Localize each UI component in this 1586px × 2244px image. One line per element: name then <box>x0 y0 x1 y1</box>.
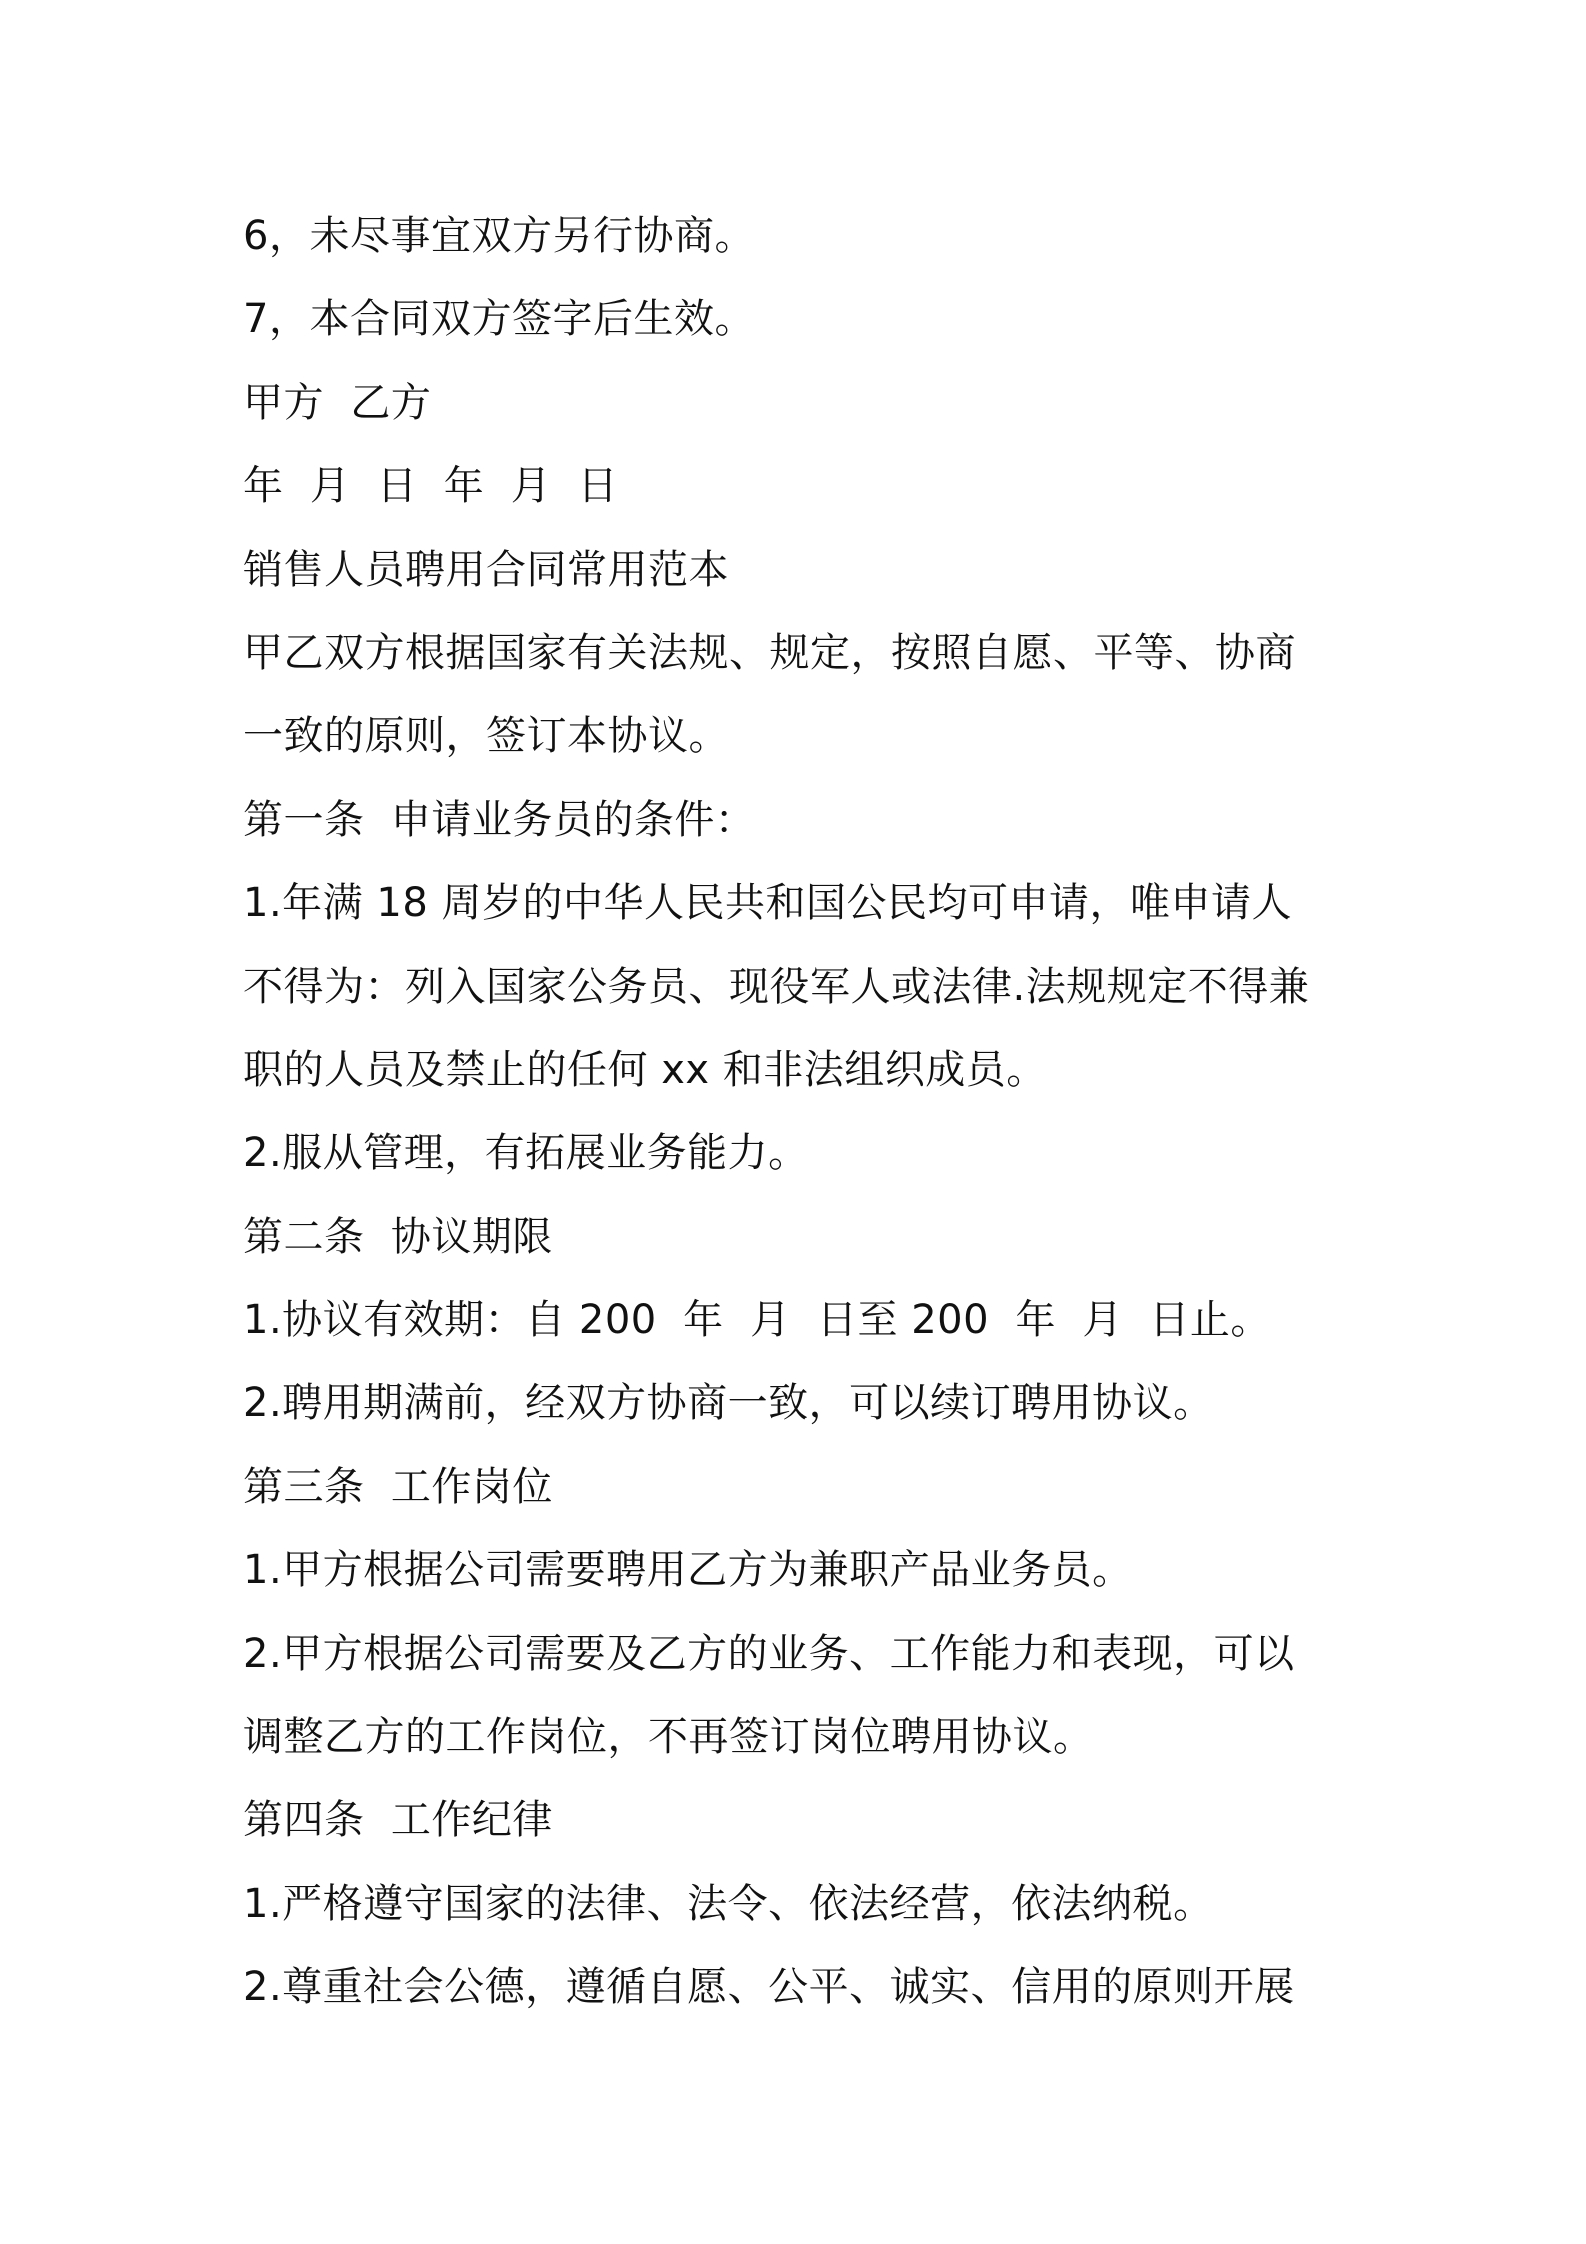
text-line: 2.尊重社会公德，遵循自愿、公平、诚实、信用的原则开展 <box>243 1964 1295 2011</box>
text-line: 调整乙方的工作岗位，不再签订岗位聘用协议。 <box>243 1714 1094 1761</box>
text-line: 6，未尽事宜双方另行协商。 <box>243 213 755 259</box>
text-line: 职的人员及禁止的任何 xx 和非法组织成员。 <box>243 1046 1047 1093</box>
text-line: 2.服从管理，有拓展业务能力。 <box>243 1130 809 1177</box>
text-line: 1.年满 18 周岁的中华人民共和国公民均可申请，唯申请人 <box>243 880 1292 927</box>
text-line: 1.甲方根据公司需要聘用乙方为兼职产品业务员。 <box>243 1547 1133 1594</box>
text-line: 7，本合同双方签字后生效。 <box>243 296 755 343</box>
text-line: 甲方 乙方 <box>243 379 432 426</box>
text-line: 销售人员聘用合同常用范本 <box>243 546 729 593</box>
text-line: 2.聘用期满前，经双方协商一致，可以续订聘用协议。 <box>243 1380 1214 1427</box>
text-line: 第三条 工作岗位 <box>243 1463 553 1510</box>
text-line: 第一条 申请业务员的条件： <box>243 796 756 843</box>
text-line: 甲乙双方根据国家有关法规、规定，按照自愿、平等、协商 <box>243 629 1296 676</box>
text-line: 不得为：列入国家公务员、现役军人或法律.法规规定不得兼 <box>243 963 1310 1010</box>
text-line: 第四条 工作纪律 <box>243 1797 553 1844</box>
text-line: 2.甲方根据公司需要及乙方的业务、工作能力和表现，可以 <box>243 1630 1295 1677</box>
document-body <box>243 195 1358 2030</box>
text-line: 1.协议有效期：自 200 年 月 日至 200 年 月 日止。 <box>243 1297 1271 1344</box>
text-line: 1.严格遵守国家的法律、法令、依法经营，依法纳税。 <box>243 1880 1214 1927</box>
text-line: 年 月 日 年 月 日 <box>243 463 619 510</box>
text-line: 第二条 协议期限 <box>243 1213 553 1260</box>
text-line: 一致的原则，签订本协议。 <box>243 713 729 760</box>
